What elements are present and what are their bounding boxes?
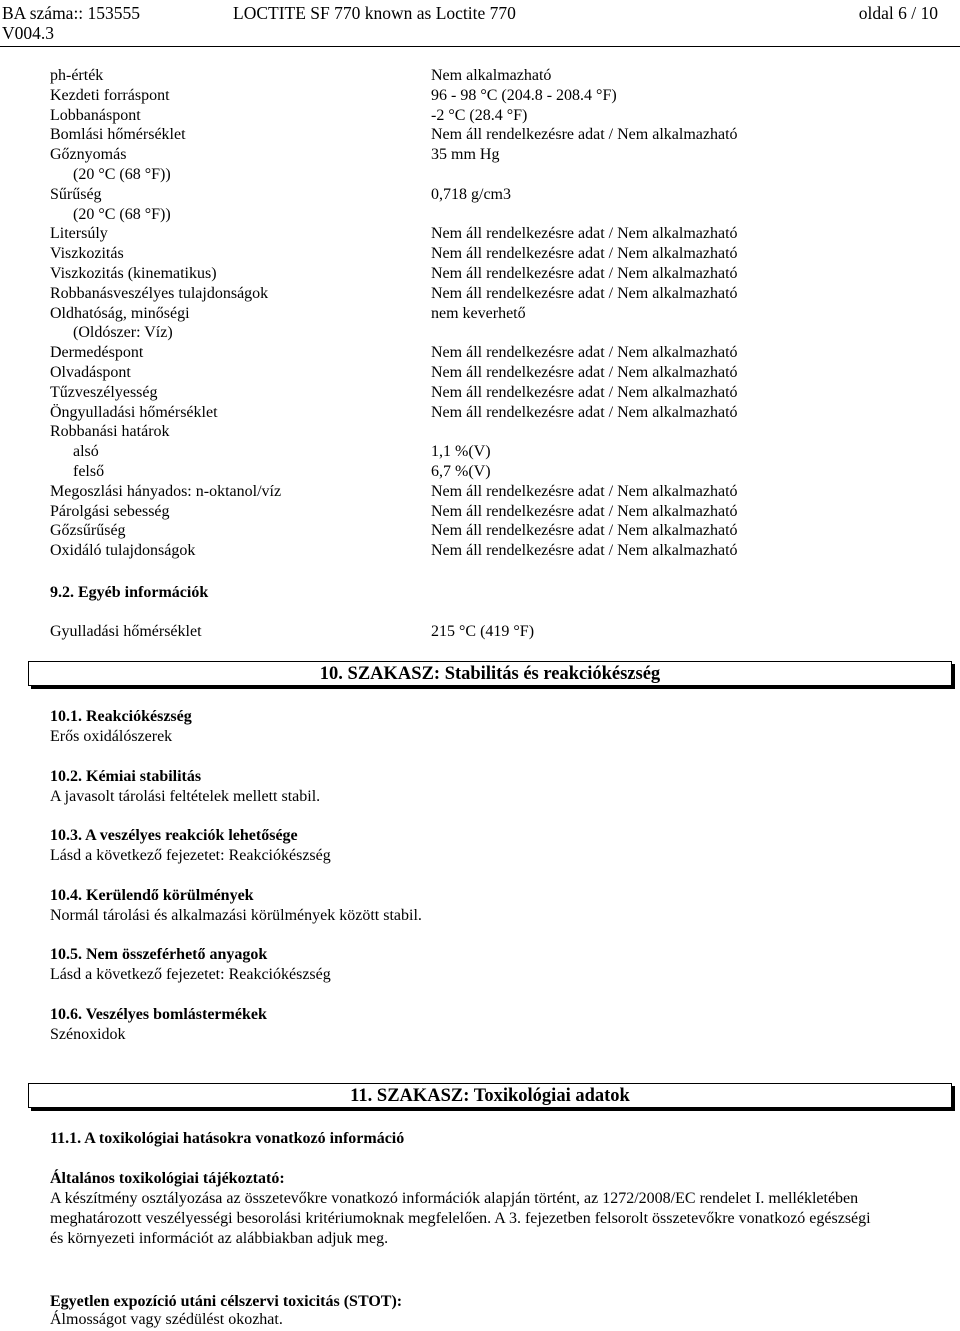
property-label: alsó [73,443,99,461]
property-row [0,145,960,165]
property-label: Robbanási határok [50,423,170,441]
property-row [0,363,960,383]
subsection-heading: 10.2. Kémiai stabilitás [50,767,202,785]
general-tox-line: meghatározott veszélyességi besorolási kritériumoknak megfelelően. A 3. fejezetben felsorolt összetevőkre vonatkozó egészségi [50,1210,871,1227]
property-label: Olvadáspont [50,364,131,381]
property-row [0,323,960,343]
property-value: -2 °C (28.4 °F) [431,106,528,124]
subsection-text: A javasolt tárolási feltételek mellett stabil. [50,787,321,805]
property-label: Litersúly [50,225,108,243]
property-value: Nem áll rendelkezésre adat / Nem alkalmazható [431,522,738,540]
general-tox-line: és környezeti információt az alábbiakban adjuk meg. [50,1230,389,1247]
property-value: nem keverhető [431,304,526,322]
subsection-heading: 10.3. A veszélyes reakciók lehetősége [50,827,298,845]
property-value: 1,1 %(V) [431,443,491,461]
property-row [0,343,960,363]
property-value: Nem áll rendelkezésre adat / Nem alkalmazható [431,502,738,520]
property-value: Nem áll rendelkezésre adat / Nem alkalmazható [431,126,738,144]
property-label: Gőzsűrűség [50,522,126,540]
property-label: (Oldószer: Víz) [73,324,173,342]
stot-heading: Egyetlen expozíció utáni célszervi toxicitás (STOT): [50,1293,403,1310]
property-value: Nem áll rendelkezésre adat / Nem alkalmazható [431,284,738,302]
property-label: Viszkozitás [50,245,124,263]
property-value: Nem áll rendelkezésre adat / Nem alkalmazható [431,383,738,401]
property-row [0,165,960,185]
subsection-text: Lásd a következő fejezetet: Reakciókészség [50,847,331,865]
property-row [0,66,960,86]
property-value: Nem áll rendelkezésre adat / Nem alkalmazható [431,225,738,243]
property-row [0,86,960,106]
property-label: Öngyulladási hőmérséklet [50,403,218,421]
property-row [0,383,960,403]
property-label: Lobbanáspont [50,106,141,124]
property-label: (20 °C (68 °F)) [73,166,171,183]
section-10-title: 10. SZAKASZ: Stabilitás és reakciókészség [319,664,661,684]
property-label: Megoszlási hányados: n-oktanol/víz [50,482,282,500]
version-label: V004.3 [2,23,55,43]
property-value: Nem áll rendelkezésre adat / Nem alkalmazható [431,344,738,362]
property-value: Nem áll rendelkezésre adat / Nem alkalmazható [431,403,738,421]
property-value: 6,7 %(V) [431,463,491,480]
section-11-title: 11. SZAKASZ: Toxikológiai adatok [350,1086,630,1106]
property-row [0,422,960,442]
property-value: Nem áll rendelkezésre adat / Nem alkalmazható [431,364,738,381]
property-row [0,502,960,522]
subsection-text: Lásd a következő fejezetet: Reakciókészség [50,966,331,984]
subsection-text: Szénoxidok [50,1026,126,1043]
property-label: Párolgási sebesség [50,502,170,520]
property-row [0,264,960,284]
property-row [0,244,960,264]
property-row [0,106,960,126]
subsection-heading: 10.6. Veszélyes bomlástermékek [50,1006,267,1023]
property-label: ph-érték [50,67,104,84]
subsection-heading: 10.4. Kerülendő körülmények [50,886,254,904]
property-row [0,284,960,304]
property-row [0,403,960,423]
section-11-1-heading: 11.1. A toxikológiai hatásokra vonatkozó információ [50,1130,405,1147]
product-name: LOCTITE SF 770 known as Loctite 770 [233,3,516,23]
property-label: Bomlási hőmérséklet [50,126,186,144]
property-row [0,521,960,541]
property-label: Oldhatóság, minőségi [50,304,190,322]
page-header [0,0,960,47]
property-label: Viszkozitás (kinematikus) [50,265,217,282]
property-label: Kezdeti forráspont [50,86,170,104]
general-tox-heading: Általános toxikológiai tájékoztató: [50,1170,285,1187]
property-label: Gőznyomás [50,146,127,164]
property-label: Sűrűség [50,185,102,203]
property-label: (20 °C (68 °F)) [73,205,171,223]
page-number: oldal 6 / 10 [858,3,938,23]
general-tox-line: A készítmény osztályozása az összetevőkre vonatkozó információk alapján történt, az 1272/2008/EC rendelet I. mellékletében [50,1190,859,1207]
property-row [0,462,960,482]
general-tox-text [50,1189,950,1249]
property-label: Tűzveszélyesség [50,383,158,401]
property-row [0,205,960,225]
property-label: Oxidáló tulajdonságok [50,542,196,560]
property-value: Nem áll rendelkezésre adat / Nem alkalmazható [431,265,738,282]
property-value: Nem áll rendelkezésre adat / Nem alkalmazható [431,245,738,263]
ignition-temp-value: 215 °C (419 °F) [431,623,535,640]
property-row [0,541,960,561]
document-number: BA száma:: 153555 [2,3,141,23]
other-info-heading: 9.2. Egyéb információk [50,584,209,601]
property-row [0,304,960,324]
property-label: felső [73,463,105,480]
property-row [0,442,960,462]
subsection-text: Erős oxidálószerek [50,728,173,745]
property-label: Dermedéspont [50,344,144,362]
property-label: Robbanásveszélyes tulajdonságok [50,284,269,302]
property-row [0,224,960,244]
property-row [0,125,960,145]
property-row [0,185,960,205]
property-row [0,482,960,502]
subsection-text: Normál tárolási és alkalmazási körülmények között stabil. [50,906,422,924]
section-11-header [28,1083,952,1108]
subsection-heading: 10.1. Reakciókészség [50,708,192,725]
subsection-heading: 10.5. Nem összeférhető anyagok [50,946,268,964]
property-value: 0,718 g/cm3 [431,185,511,203]
property-value: Nem áll rendelkezésre adat / Nem alkalmazható [431,482,738,500]
section-10-header [28,661,952,686]
property-value: 35 mm Hg [431,146,500,164]
property-value: 96 - 98 °C (204.8 - 208.4 °F) [431,86,617,104]
property-value: Nem áll rendelkezésre adat / Nem alkalmazható [431,542,738,560]
stot-text: Álmosságot vagy szédülést okozhat. [50,1311,283,1328]
property-value: Nem alkalmazható [431,67,552,84]
ignition-temp-label: Gyulladási hőmérséklet [50,623,202,640]
